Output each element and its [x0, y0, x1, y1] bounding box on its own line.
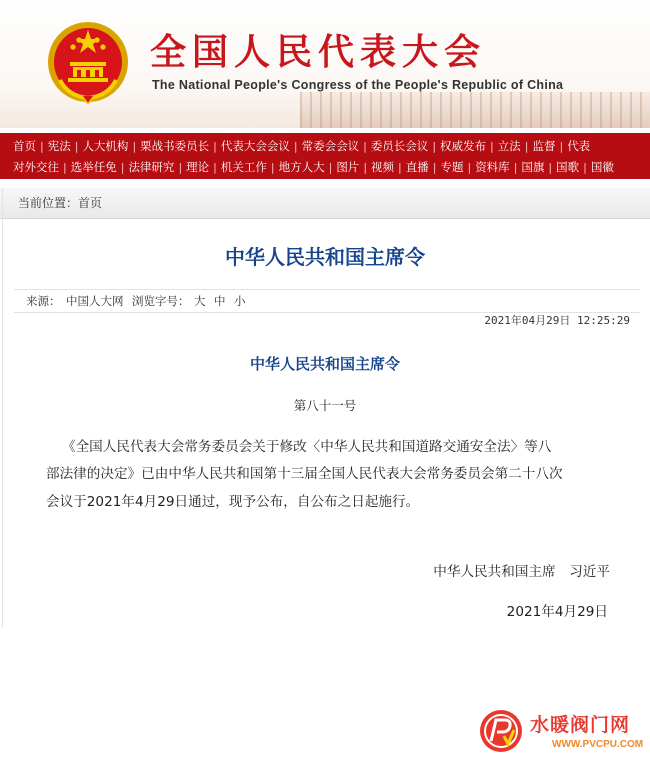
nav-separator: | — [40, 139, 44, 153]
body-paragraph-line: 会议于2021年4月29日通过，现予公布，自公布之日起施行。 — [46, 494, 420, 510]
page-title: 中华人民共和国主席令 — [225, 245, 425, 269]
breadcrumb-label: 当前位置： — [18, 196, 79, 210]
nav-separator: | — [74, 139, 79, 153]
nav-row-primary — [13, 136, 590, 156]
nav-primary-item[interactable]: 代表 — [567, 139, 591, 153]
nav-secondary-item[interactable]: 国歌 — [556, 160, 580, 174]
document-signer: 中华人民共和国主席 习近平 — [433, 564, 610, 580]
nav-separator: | — [132, 139, 137, 153]
document-sign-date: 2021年4月29日 — [506, 604, 608, 620]
nav-secondary-item[interactable]: 国徽 — [590, 160, 614, 174]
nav-primary-item[interactable]: 人大机构 — [82, 139, 129, 153]
breadcrumb-home-link[interactable]: 首页 — [78, 196, 103, 210]
watermark-brand: 水暖阀门网 — [530, 714, 631, 736]
nav-secondary-item[interactable]: 选举任免 — [70, 160, 117, 174]
font-size-small-button[interactable]: 小 — [234, 294, 246, 308]
nav-primary-item[interactable]: 权威发布 — [440, 139, 487, 153]
font-size-label: 浏览字号： — [132, 294, 190, 308]
nav-primary-item[interactable]: 首页 — [13, 139, 36, 153]
nav-secondary-item[interactable]: 对外交往 — [13, 160, 59, 174]
site-title-en: The National People's Congress of the People's Republic of China — [152, 78, 564, 92]
nav-secondary-item[interactable]: 地方人大 — [278, 160, 325, 174]
font-size-medium-button[interactable]: 中 — [214, 294, 226, 308]
nav-primary-item[interactable]: 代表大会会议 — [220, 139, 290, 153]
pv-logo-icon — [478, 708, 524, 754]
nav-separator: | — [63, 160, 67, 174]
source-label: 来源： — [26, 294, 61, 308]
nav-separator: | — [432, 139, 437, 153]
nav-separator: | — [583, 160, 587, 174]
nav-separator: | — [120, 160, 125, 174]
nav-separator: | — [432, 160, 437, 174]
nav-secondary-item[interactable]: 视频 — [371, 160, 395, 174]
great-hall-graphic — [300, 92, 650, 128]
nav-primary-item[interactable]: 委员长会议 — [370, 139, 429, 153]
nav-separator: | — [363, 139, 367, 153]
main-navigation — [0, 133, 650, 179]
nav-secondary-item[interactable]: 专题 — [440, 160, 464, 174]
nav-secondary-item[interactable]: 法律研究 — [128, 160, 175, 174]
nav-separator: | — [490, 139, 494, 153]
nav-primary-item[interactable]: 栗战书委员长 — [140, 139, 210, 153]
nav-secondary-item[interactable]: 资料库 — [475, 160, 510, 174]
nav-separator: | — [548, 160, 553, 174]
nav-separator: | — [467, 160, 472, 174]
nav-separator: | — [270, 160, 275, 174]
nav-primary-item[interactable]: 立法 — [497, 139, 521, 153]
nav-secondary-item[interactable]: 图片 — [336, 160, 360, 174]
nav-primary-item[interactable]: 宪法 — [47, 139, 71, 153]
nav-row-secondary — [13, 157, 614, 177]
nav-separator: | — [559, 139, 564, 153]
site-header — [0, 0, 650, 128]
article-meta-bar — [14, 289, 640, 313]
nav-secondary-item[interactable]: 机关工作 — [220, 160, 267, 174]
nav-primary-item[interactable]: 监督 — [532, 139, 556, 153]
watermark-url: WWW.PVCPU.COM — [552, 739, 644, 750]
font-size-large-button[interactable]: 大 — [194, 294, 206, 308]
nav-separator: | — [213, 139, 217, 153]
nav-separator: | — [524, 139, 529, 153]
national-emblem-icon — [46, 20, 130, 104]
nav-separator: | — [398, 160, 402, 174]
site-title-cn: 全国人民代表大会 — [150, 31, 487, 73]
nav-secondary-item[interactable]: 理论 — [186, 160, 210, 174]
nav-separator: | — [363, 160, 368, 174]
nav-separator: | — [213, 160, 217, 174]
document-title: 中华人民共和国主席令 — [249, 355, 400, 373]
publish-timestamp: 2021年04月29日 12:25:29 — [484, 314, 630, 327]
body-paragraph-line: 部法律的决定》已由中华人民共和国第十三届全国人民代表大会常务委员会第二十八次 — [46, 466, 563, 482]
source-value: 中国人大网 — [66, 294, 124, 308]
body-paragraph-line: 《全国人民代表大会常务委员会关于修改〈中华人民共和国道路交通安全法〉等八 — [62, 439, 552, 455]
nav-separator: | — [513, 160, 518, 174]
nav-separator: | — [293, 139, 298, 153]
nav-separator: | — [178, 160, 183, 174]
breadcrumb — [0, 188, 650, 219]
document-number: 第八十一号 — [293, 398, 357, 413]
nav-secondary-item[interactable]: 直播 — [405, 160, 429, 174]
nav-secondary-item[interactable]: 国旗 — [521, 160, 545, 174]
nav-separator: | — [328, 160, 333, 174]
nav-primary-item[interactable]: 常委会会议 — [301, 139, 360, 153]
